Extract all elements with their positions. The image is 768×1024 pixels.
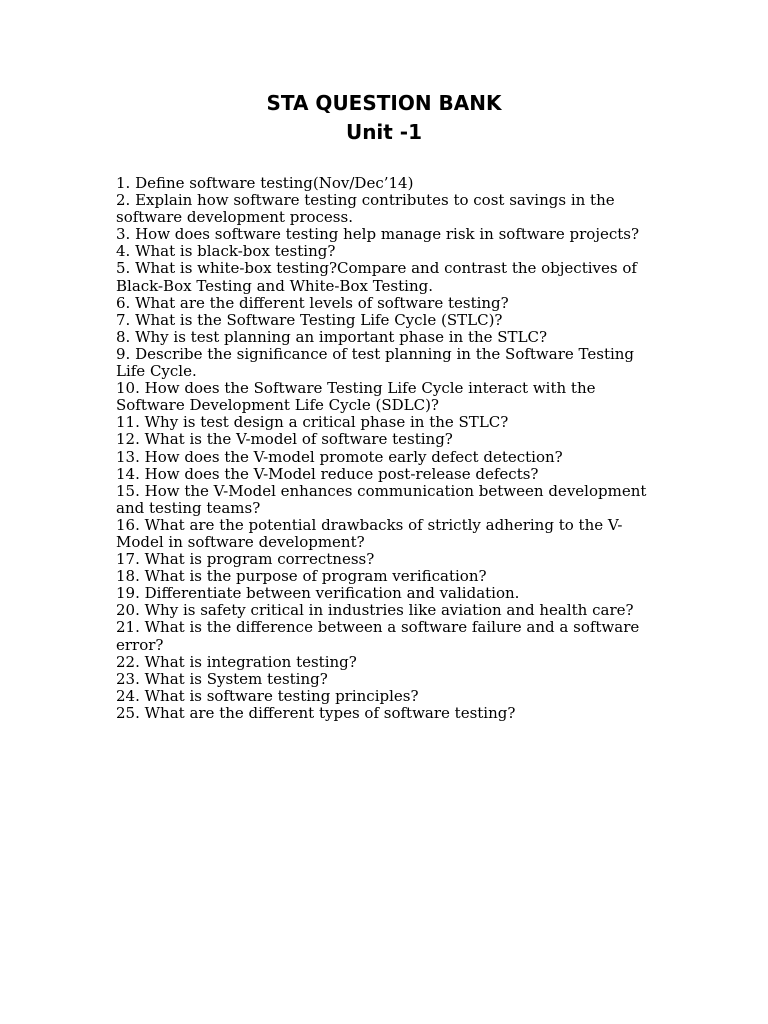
question-item: 16. What are the potential drawbacks of strictly adhering to the V-Model in software development? <box>116 515 623 551</box>
question-item: 23. What is System testing? <box>116 669 328 688</box>
question-item: 22. What is integration testing? <box>116 652 357 671</box>
question-item: 11. Why is test design a critical phase in the STLC? <box>116 413 509 432</box>
question-item: 5. What is white-box testing?Compare and contrast the objectives of Black-Box Testing and White-Box Testing. <box>116 259 637 295</box>
question-item: 4. What is black-box testing? <box>116 242 336 261</box>
question-item: 6. What are the different levels of software testing? <box>116 293 509 312</box>
question-item: 1. Define software testing(Nov/Dec’14) <box>116 174 414 192</box>
question-item: 19. Differentiate between verification and validation. <box>116 584 520 603</box>
document-subtitle: Unit -1 <box>345 120 423 144</box>
question-item: 10. How does the Software Testing Life Cycle interact with the Software Development Life Cycle (SDLC)? <box>116 379 596 415</box>
question-item: 9. Describe the significance of test planning in the Software Testing Life Cycle. <box>116 344 635 381</box>
question-item: 2. Explain how software testing contributes to cost savings in the software development process. <box>116 191 615 227</box>
question-list <box>116 175 661 722</box>
question-item: 12. What is the V-model of software testing? <box>116 430 453 449</box>
question-item: 3. How does software testing help manage risk in software projects? <box>116 225 640 244</box>
question-item: 17. What is program correctness? <box>116 550 375 569</box>
question-item: 14. How does the V-Model reduce post-release defects? <box>116 464 539 483</box>
question-item: 25. What are the different types of software testing? <box>116 703 516 722</box>
question-item: 21. What is the difference between a software failure and a software error? <box>116 618 640 654</box>
question-item: 20. Why is safety critical in industries like aviation and health care? <box>116 601 634 620</box>
question-item: 18. What is the purpose of program verification? <box>116 567 487 586</box>
question-item: 8. Why is test planning an important phase in the STLC? <box>116 327 548 346</box>
question-item: 13. How does the V-model promote early defect detection? <box>116 447 563 466</box>
question-item: 15. How the V-Model enhances communication between development and testing teams? <box>116 481 647 517</box>
question-item: 7. What is the Software Testing Life Cycle (STLC)? <box>116 310 503 329</box>
question-item: 24. What is software testing principles? <box>116 686 419 705</box>
document-title: STA QUESTION BANK <box>266 91 502 115</box>
